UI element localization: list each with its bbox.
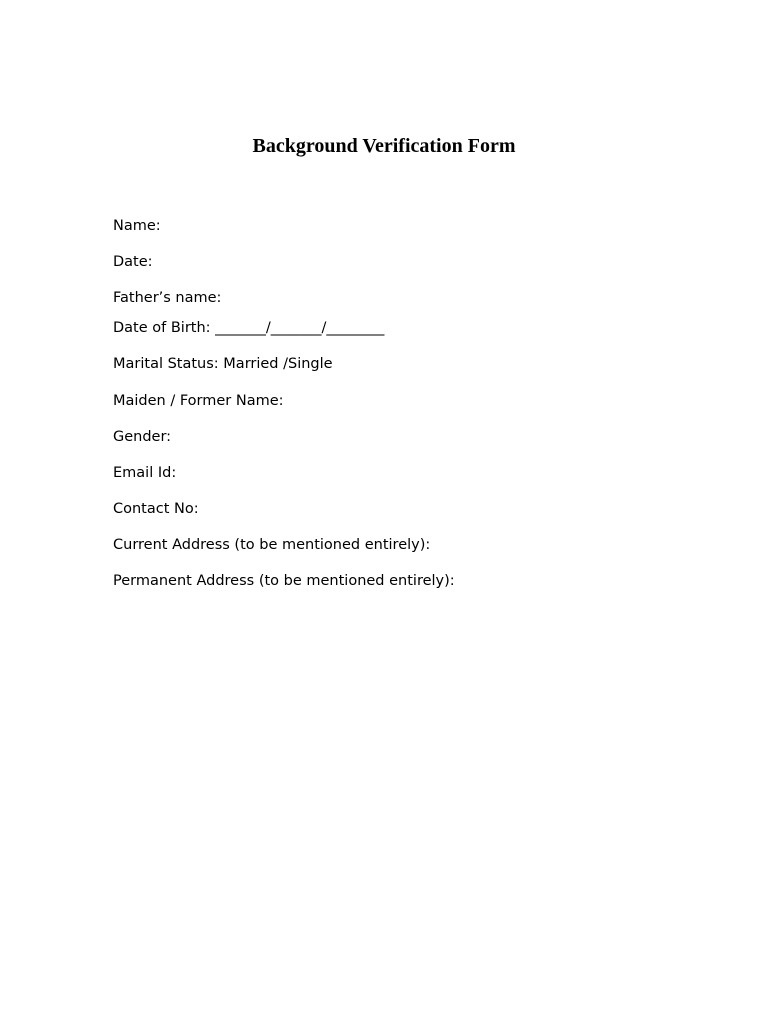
marital-status-field-label: Marital Status: Married /Single	[113, 356, 333, 372]
date-field-label: Date:	[113, 254, 153, 270]
current-address-field-label: Current Address (to be mentioned entirely):	[113, 537, 431, 553]
name-field-label: Name:	[113, 218, 161, 234]
email-field-label: Email Id:	[113, 465, 177, 481]
date-of-birth-field-label: Date of Birth: _______/_______/________	[113, 320, 385, 336]
maiden-name-field-label: Maiden / Former Name:	[113, 393, 284, 409]
fathers-name-field-label: Father’s name:	[113, 290, 222, 306]
gender-field-label: Gender:	[113, 429, 172, 445]
permanent-address-field-label: Permanent Address (to be mentioned entirely):	[113, 573, 455, 589]
contact-field-label: Contact No:	[113, 501, 199, 517]
page-title: Background Verification Form	[252, 135, 516, 157]
